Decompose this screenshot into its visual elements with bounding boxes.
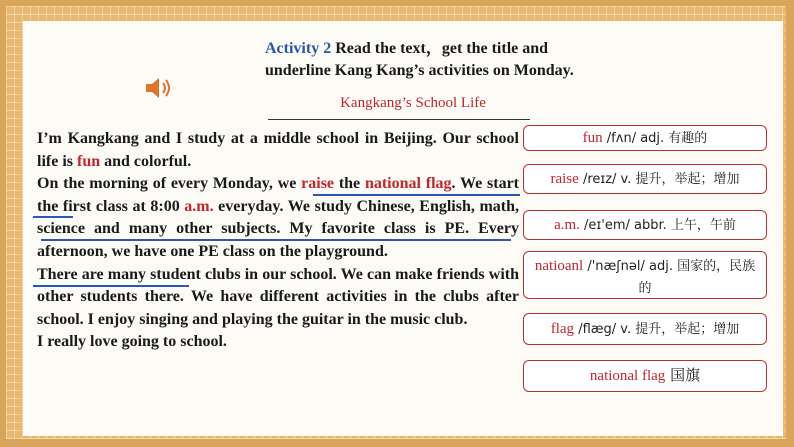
vocab-word: raise [550,171,579,187]
vocab-word: flag [550,321,575,337]
vocab-definition: /'næʃnəl/ adj. 国家的，民族的 [583,259,756,296]
vocab-card-raise [523,164,767,194]
text-run: On the morning of every Monday, we [37,175,302,193]
slide-canvas [23,21,783,436]
underline-study-subjects [41,239,511,241]
highlight-am: a.m. [184,197,214,215]
vocab-card-national [523,251,767,299]
underline-flag [33,216,73,218]
vocab-definition: /reɪz/ v. 提升，举起；增加 [578,172,740,187]
text-run: the [334,175,365,193]
vocab-card-am [523,210,767,240]
activity-line-1: Read the text，get the title and [331,40,549,57]
vocab-definition: 国旗 [665,366,701,384]
vocab-card-fun [523,125,767,151]
passage-title: Kangkang’s School Life [340,95,486,111]
vocab-card-national-flag [523,360,767,392]
text-run: I’m Kangkang and I study at a middle school in Beijing. Our school life is [37,130,519,170]
vocab-word: a.m. [554,217,580,233]
text-run: everyday. We study Chinese, English, math, science and many other subjects. My favorite class is PE. Every afternoon, we have one PE class on the playground. [37,197,520,260]
activity-line-2: underline Kang Kang’s activities on Monday. [265,62,574,79]
speaker-icon[interactable] [144,75,176,101]
vocab-word: national flag [589,368,666,384]
underline-raise-flag [313,194,520,196]
highlight-fun: fun [77,152,101,170]
highlight-national-flag: national flag [364,175,452,193]
vocab-definition: /fʌn/ adj. 有趣的 [602,131,708,146]
underline-pe-class [33,285,189,287]
slide-frame [6,6,786,439]
paragraph-1 [37,128,519,173]
vocab-card-flag [523,313,767,345]
vocab-definition: /flæg/ v. 提升，举起；增加 [574,322,740,337]
title-underline [268,119,530,120]
activity-instruction [265,38,685,82]
vocab-definition: /eɪ'em/ abbr. 上午，午前 [579,218,736,233]
text-run: . We start the first class at 8:00 [37,175,519,215]
highlight-raise: raise [301,175,335,193]
vocab-word: natioanl [534,258,584,274]
paragraph-3: There are many student clubs in our school. We can make friends with other students there. We have different activities in the clubs after school. I enjoy singing and playing the guitar in the music club. [37,265,519,328]
paragraph-2 [37,173,519,263]
paragraph-4: I really love going to school. [37,333,227,351]
activity-label: Activity 2 [265,40,332,57]
text-run: and colorful. [100,152,192,170]
vocab-word: fun [582,130,603,146]
